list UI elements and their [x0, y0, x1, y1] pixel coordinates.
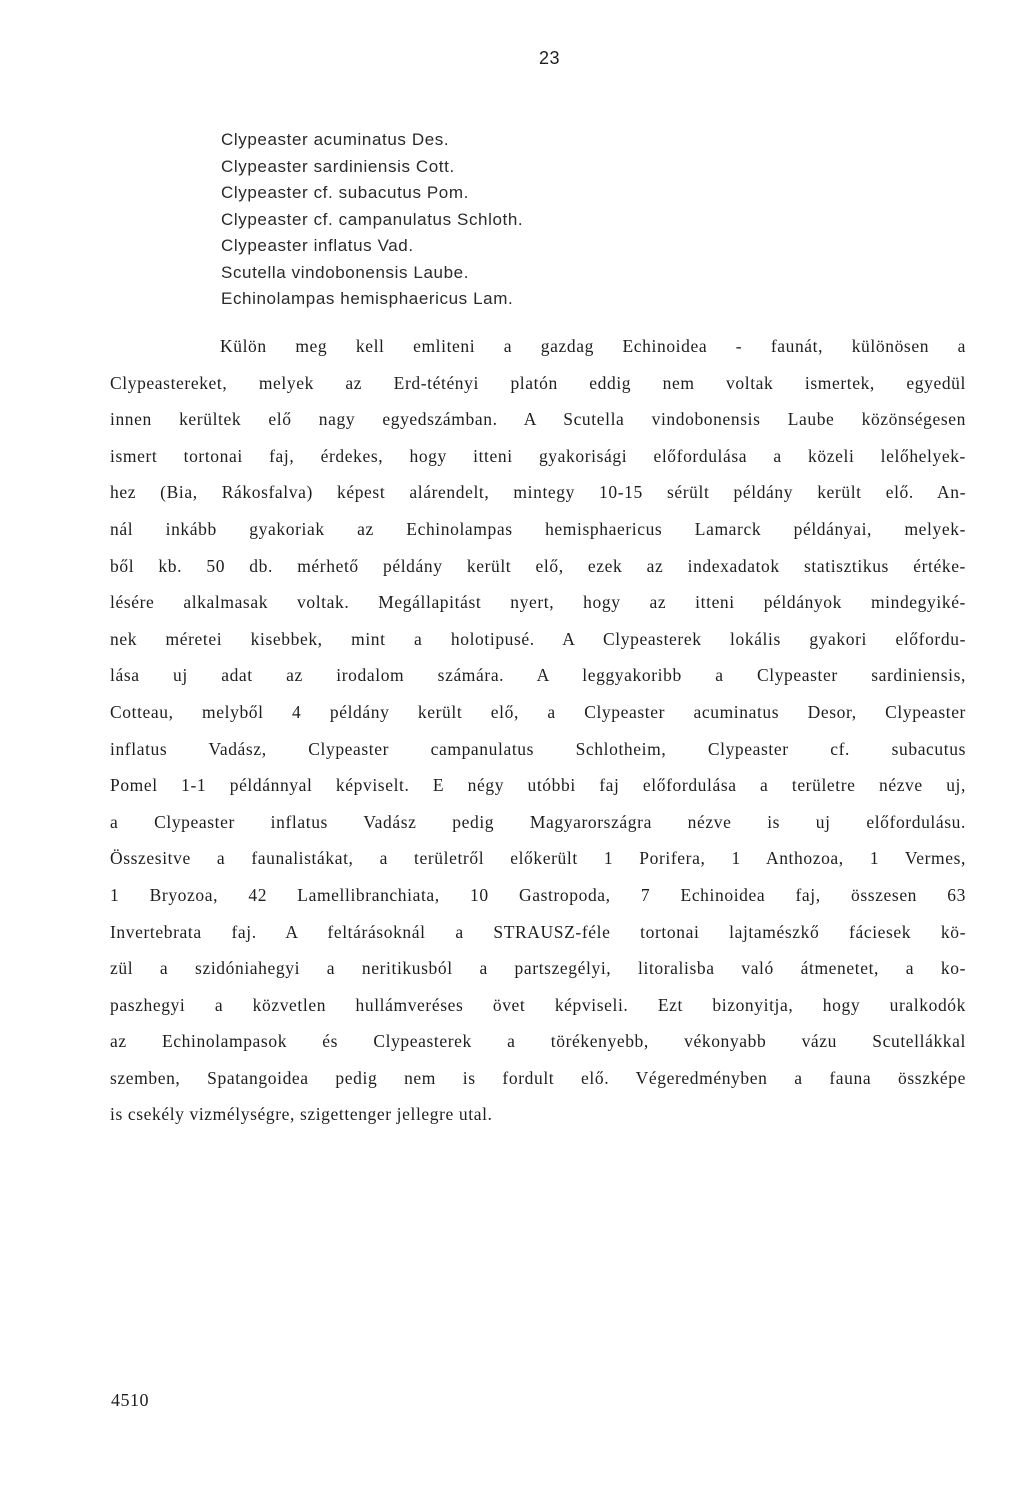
paragraph-line: is csekély vizmélységre, szigettenger jellegre utal. [110, 1104, 493, 1125]
paragraph-line: a Clypeaster inflatus Vadász pedig Magyarországra nézve is uj előfordulásu. [110, 811, 966, 832]
paragraph-line: Külön meg kell emliteni a gazdag Echinoidea - faunát, különösen a [220, 336, 966, 356]
paragraph-line: szemben, Spatangoidea pedig nem is fordult elő. Végeredményben a fauna összképe [110, 1067, 966, 1088]
species-list-item: Clypeaster cf. subacutus Pom. [221, 183, 469, 202]
species-list [221, 127, 523, 313]
paragraph-line: innen kerültek elő nagy egyedszámban. A Scutella vindobonensis Laube közönségesen [110, 409, 966, 430]
species-list-item: Echinolampas hemisphaericus Lam. [221, 289, 514, 308]
species-list-item: Clypeaster sardiniensis Cott. [221, 156, 455, 176]
paragraph-line: Invertebrata faj. A feltárásoknál a STRAUSZ-féle tortonai lajtamészkő fáciesek kö- [110, 921, 966, 942]
paragraph-line: lása uj adat az irodalom számára. A leggyakoribb a Clypeaster sardiniensis, [110, 665, 966, 686]
paragraph-line: lésére alkalmasak voltak. Megállapitást nyert, hogy az itteni példányok mindegyiké- [110, 592, 966, 613]
paragraph-line: nek méretei kisebbek, mint a holotipusé. A Clypeasterek lokális gyakori előfordu- [110, 628, 966, 649]
paragraph-line: Összesitve a faunalistákat, a területről előkerült 1 Porifera, 1 Anthozoa, 1 Vermes, [110, 848, 966, 869]
footer-code: 4510 [111, 1390, 149, 1410]
page-number: 23 [539, 48, 561, 68]
paragraph-line: paszhegyi a közvetlen hullámveréses övet képviseli. Ezt bizonyitja, hogy uralkodók [110, 994, 966, 1015]
body-paragraph [110, 328, 966, 1133]
paragraph-line: inflatus Vadász, Clypeaster campanulatus Schlotheim, Clypeaster cf. subacutus [110, 738, 966, 759]
paragraph-line: az Echinolampasok és Clypeasterek a törékenyebb, vékonyabb vázu Scutellákkal [110, 1031, 966, 1052]
paragraph-line: Clypeastereket, melyek az Erd-tétényi platón eddig nem voltak ismertek, egyedül [110, 372, 966, 393]
paragraph-line: hez (Bia, Rákosfalva) képest alárendelt, mintegy 10-15 sérült példány került elő. An- [110, 482, 966, 503]
paragraph-line: nál inkább gyakoriak az Echinolampas hemisphaericus Lamarck példányai, melyek- [110, 518, 966, 539]
paragraph-line: Pomel 1-1 példánnyal képviselt. E négy utóbbi faj előfordulása a területre nézve uj, [110, 775, 966, 796]
species-list-item: Clypeaster acuminatus Des. [221, 130, 450, 149]
species-list-item: Clypeaster inflatus Vad. [221, 236, 414, 255]
species-list-item: Clypeaster cf. campanulatus Schloth. [221, 209, 524, 229]
paragraph-line: ismert tortonai faj, érdekes, hogy itteni gyakorisági előfordulása a közeli lelőhelyek- [110, 445, 966, 466]
species-list-item: Scutella vindobonensis Laube. [221, 262, 470, 282]
paragraph-line: Cotteau, melyből 4 példány került elő, a Clypeaster acuminatus Desor, Clypeaster [110, 701, 966, 722]
paragraph-line: ből kb. 50 db. mérhető példány került elő, ezek az indexadatok statisztikus értéke- [110, 555, 966, 576]
paragraph-line: zül a szidóniahegyi a neritikusból a partszegélyi, litoralisba való átmenetet, a ko- [110, 958, 966, 979]
paragraph-line: 1 Bryozoa, 42 Lamellibranchiata, 10 Gastropoda, 7 Echinoidea faj, összesen 63 [110, 884, 966, 905]
